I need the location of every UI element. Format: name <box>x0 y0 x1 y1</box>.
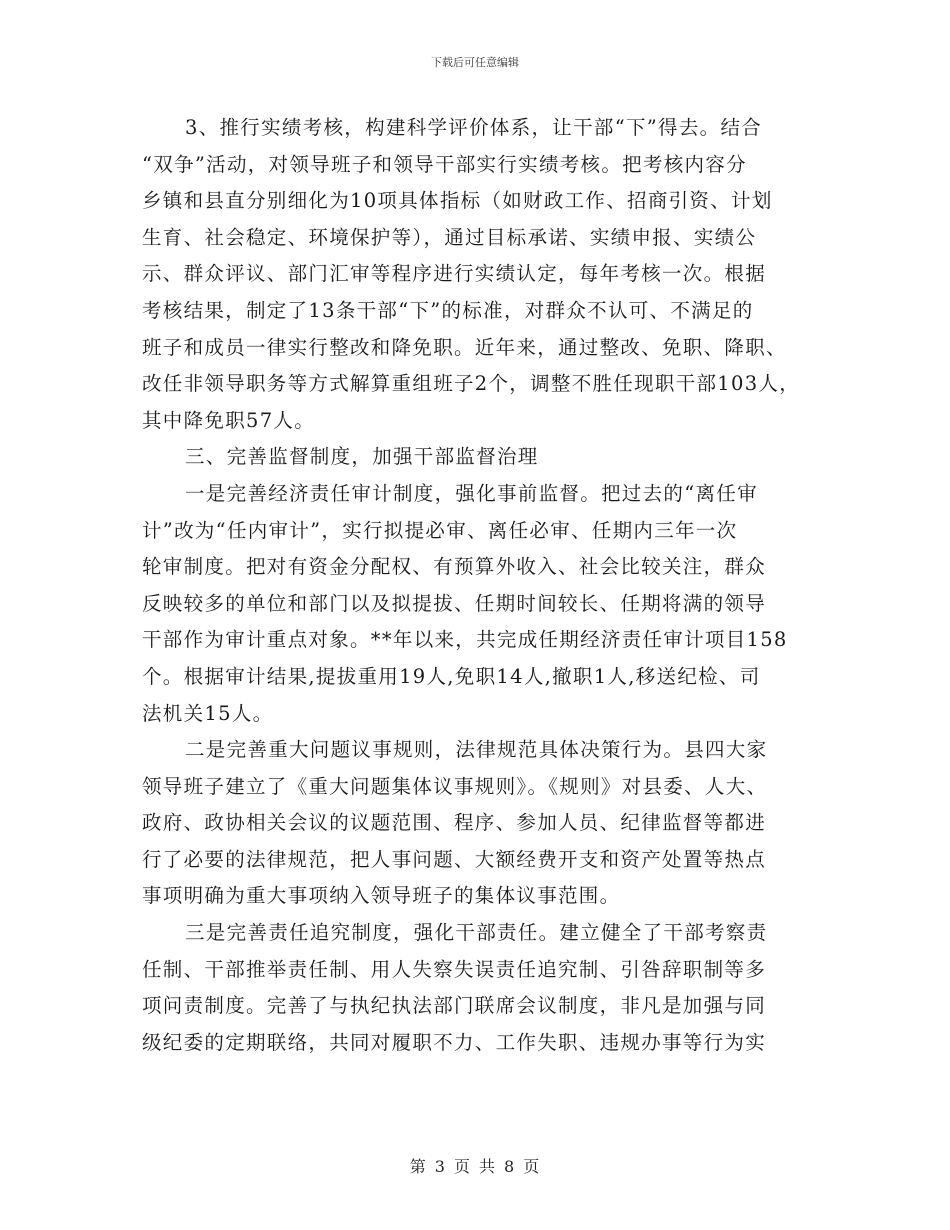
total-page-number: 8 <box>504 1157 516 1176</box>
paragraph-line: 政府、政协相关会议的议题范围、程序、参加人员、纪律监督等都进 <box>142 811 767 835</box>
footer-gong: 共 <box>479 1157 497 1176</box>
footer-ye: 页 <box>523 1157 541 1176</box>
paragraph-line: 领导班子建立了《重大问题集体议事规则》。《规则》对县委、人大、 <box>142 774 768 798</box>
paragraph-line: 干部作为审计重点对象。**年以来，共完成任期经济责任审计项目158 <box>142 628 788 652</box>
paragraph-line: 乡镇和县直分别细化为10项具体指标（如财政工作、招商引资、计划 <box>142 189 773 213</box>
current-page-number: 3 <box>434 1157 446 1176</box>
page-header: 下载后可任意编辑 <box>431 56 519 69</box>
paragraph-line: 三是完善责任追究制度，强化干部责任。建立健全了干部考察责 <box>185 921 768 945</box>
paragraph-line: 法机关15人。 <box>142 701 274 725</box>
page-footer <box>0 1154 950 1177</box>
paragraph-line: 行了必要的法律规范，把人事问题、大额经费开支和资产处置等热点 <box>142 847 767 871</box>
section-heading: 三、完善监督制度，加强干部监督治理 <box>185 445 539 469</box>
paragraph-line: 反映较多的单位和部门以及拟提拔、任期时间较长、任期将满的领导 <box>142 591 767 615</box>
footer-ye: 页 <box>453 1157 471 1176</box>
paragraph-line: 一是完善经济责任审计制度，强化事前监督。把过去的“离任审 <box>185 481 758 505</box>
paragraph-line: “双争”活动，对领导班子和领导干部实行实绩考核。把考核内容分 <box>142 152 747 176</box>
paragraph-line: 班子和成员一律实行整改和降免职。近年来，通过整改、免职、降职、 <box>142 335 787 359</box>
paragraph-line: 考核结果，制定了13条干部“下”的标准，对群众不认可、不满足的 <box>142 298 754 322</box>
paragraph-line: 其中降免职57人。 <box>142 408 316 432</box>
paragraph-line: 改任非领导职务等方式解算重组班子2个，调整不胜任现职干部103人， <box>142 372 801 396</box>
footer-di: 第 <box>409 1157 427 1176</box>
paragraph-line: 项问责制度。完善了与执纪执法部门联席会议制度，非凡是加强与同 <box>142 994 767 1018</box>
paragraph-line: 任制、干部推举责任制、用人失察失误责任追究制、引咎辞职制等多 <box>142 957 767 981</box>
paragraph-line: 轮审制度。把对有资金分配权、有预算外收入、社会比较关注，群众 <box>142 555 767 579</box>
paragraph-line: 级纪委的定期联络，共同对履职不力、工作失职、违规办事等行为实 <box>142 1030 767 1054</box>
paragraph-line: 生育、社会稳定、环境保护等），通过目标承诺、实绩申报、实绩公 <box>142 225 757 249</box>
paragraph-line: 事项明确为重大事项纳入领导班子的集体议事范围。 <box>142 884 621 908</box>
paragraph-line: 二是完善重大问题议事规则，法律规范具体决策行为。县四大家 <box>185 738 768 762</box>
paragraph-line: 3、推行实绩考核，构建科学评价体系，让干部“下”得去。结合 <box>185 116 763 139</box>
document-body <box>142 110 822 1061</box>
paragraph-line: 示、群众评议、部门汇审等程序进行实绩认定，每年考核一次。根据 <box>142 262 767 286</box>
paragraph-line: 个。根据审计结果,提拔重用19人,免职14人,撤职1人,移送纪检、司 <box>142 664 761 688</box>
paragraph-line: 计”改为“任内审计”，实行拟提必审、离任必审、任期内三年一次 <box>142 518 738 542</box>
